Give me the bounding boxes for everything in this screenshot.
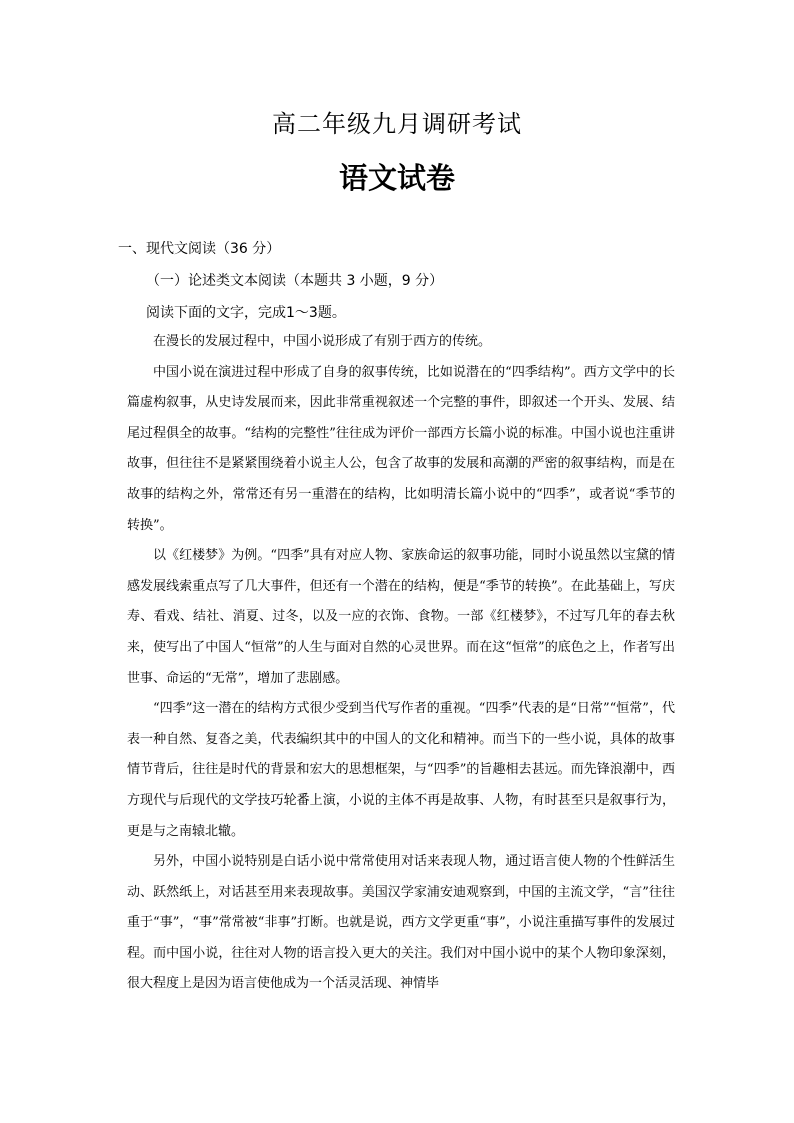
passage-paragraph-5: 另外，中国小说特别是白话小说中常常使用对话来表现人物，通过语言使人物的个性鲜活生动、跃然纸上，对话甚至用来表现故事。美国汉学家浦安迪观察到，中国的主流文学，“言”往往重于“事”，“事”常常被“非事”打断。也就是说，西方文学更重“事”，小说注重描写事件的发展过程。而中国小说，往往对人物的语言投入更大的关注。我们对中国小说中的某个人物印象深刻，很大程度上是因为语言使他成为一个活灵活现、神情毕 [127, 854, 675, 992]
reading-instruction: 阅读下面的文字，完成1～3题。 [146, 305, 346, 321]
passage-paragraph-4: “四季”这一潜在的结构方式很少受到当代写作者的重视。“四季”代表的是“日常”“恒常”，代表一种自然、复沓之美，代表编织其中的中国人的文化和精神。而当下的一些小说，具体的故事情节背后，往往是时代的背景和宏大的思想框架，与“四季”的旨趣相去甚远。而先锋浪潮中，西方现代与后现代的文学技巧轮番上演，小说的主体不再是故事、人物，有时甚至只是叙事行为，更是与之南辕北辙。 [127, 701, 675, 839]
subject-title: 语文试卷 [338, 161, 455, 195]
passage-paragraph-1: 在漫长的发展过程中，中国小说形成了有别于西方的传统。 [153, 334, 492, 349]
section-heading: 一、现代文阅读（36 分） [118, 241, 281, 257]
subsection-heading: （一）论述类文本阅读（本题共 3 小题，9 分） [146, 273, 444, 289]
reading-passage [127, 327, 675, 1000]
passage-paragraph-2: 中国小说在演进过程中形成了自身的叙事传统，比如说潜在的“四季结构”。西方文学中的长篇虚构叙事，从史诗发展而来，因此非常重视叙述一个完整的事件，即叙述一个开头、发展、结尾过程俱全的故事。“结构的完整性”往往成为评价一部西方长篇小说的标准。中国小说也注重讲故事，但往往不是紧紧围绕着小说主人公，包含了故事的发展和高潮的严密的叙事结构，而是在故事的结构之外，常常还有另一重潜在的结构，比如明清长篇小说中的“四季”，或者说“季节的转换”。 [127, 364, 675, 533]
passage-paragraph-3: 以《红楼梦》为例。“四季”具有对应人物、家族命运的叙事功能，同时小说虽然以宝黛的情感发展线索重点写了几大事件，但还有一个潜在的结构，便是“季节的转换”。在此基础上，写庆寿、看戏、结社、消夏、过冬，以及一应的衣饰、食物。一部《红楼梦》，不过写几年的春去秋来，使写出了中国人“恒常”的人生与面对自然的心灵世界。而在这“恒常”的底色之上，作者写出世事、命运的“无常”，增加了悲剧感。 [127, 548, 675, 686]
exam-title: 高二年级九月调研考试 [272, 110, 522, 138]
